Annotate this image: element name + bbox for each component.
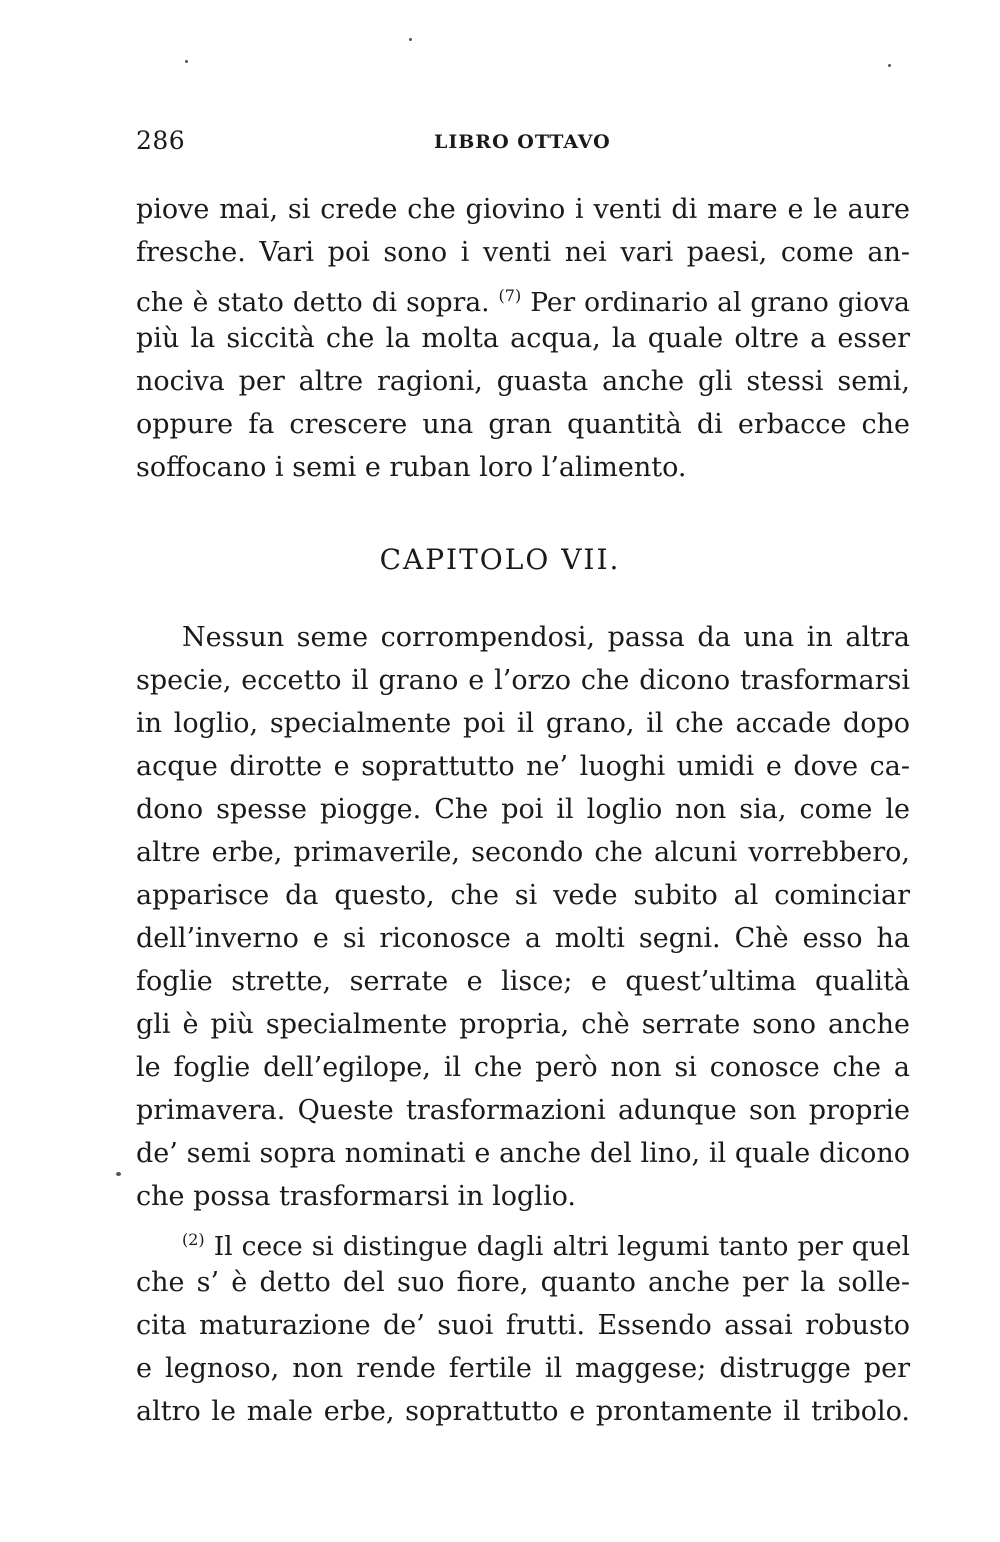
text-line: foglie strette, serrate e lisce; e quest’ultima qualità	[136, 966, 910, 997]
text-line: altre erbe, primaverile, secondo che alcuni vorrebbero,	[136, 837, 910, 868]
text-line: de’ semi sopra nominati e anche del lino, il quale dicono	[136, 1138, 910, 1169]
chapter-title: CAPITOLO VII.	[379, 543, 621, 576]
text-line: altro le male erbe, soprattutto e prontamente il tribolo.	[136, 1396, 910, 1427]
scan-speck	[185, 60, 188, 63]
text-line: piove mai, si crede che giovino i venti di mare e le aure	[136, 194, 910, 225]
text-line: in loglio, specialmente poi il grano, il che accade dopo	[136, 708, 910, 739]
text-line: nociva per altre ragioni, guasta anche gli stessi semi,	[136, 366, 910, 397]
text-line: e legnoso, non rende fertile il maggese; distrugge per	[136, 1353, 910, 1384]
footnote-marker: (7)	[498, 286, 522, 305]
scan-speck	[409, 38, 412, 41]
text-segment: che è stato detto di sopra.	[136, 287, 490, 318]
text-line: che s’ è detto del suo fiore, quanto anche per la solle-	[136, 1267, 910, 1298]
text-line: che possa trasformarsi in loglio.	[136, 1181, 576, 1212]
page-header	[0, 126, 1000, 166]
scan-speck	[116, 1172, 121, 1176]
text-line: cita maturazione de’ suoi frutti. Essendo assai robusto	[136, 1310, 910, 1341]
footnote-marker: (2)	[182, 1230, 205, 1249]
text-line: Nessun seme corrompendosi, passa da una in altra	[182, 622, 910, 653]
text-line: specie, eccetto il grano e l’orzo che dicono trasformarsi	[136, 665, 910, 696]
scan-speck	[888, 64, 891, 67]
running-title: LIBRO OTTAVO	[434, 131, 611, 153]
text-line	[182, 1220, 910, 1260]
text-segment: Per ordinario al grano giova	[530, 287, 910, 318]
page-number: 286	[136, 126, 186, 155]
text-line: gli è più specialmente propria, chè serrate sono anche	[136, 1009, 910, 1040]
text-line: dono spesse piogge. Che poi il loglio non sia, come le	[136, 794, 910, 825]
text-line: primavera. Queste trasformazioni adunque son proprie	[136, 1095, 910, 1126]
text-line: dell’inverno e si riconosce a molti segni. Chè esso ha	[136, 923, 910, 954]
text-line	[136, 276, 910, 316]
text-line: soffocano i semi e ruban loro l’alimento.	[136, 452, 687, 483]
text-segment: Il cece si distingue dagli altri legumi tanto per quel	[213, 1231, 910, 1262]
text-line: oppure fa crescere una gran quantità di erbacce che	[136, 409, 910, 440]
text-line: fresche. Vari poi sono i venti nei vari paesi, come an-	[136, 237, 910, 268]
text-line: le foglie dell’egilope, il che però non si conosce che a	[136, 1052, 910, 1083]
text-line: apparisce da questo, che si vede subito al cominciar	[136, 880, 910, 911]
text-line: acque dirotte e soprattutto ne’ luoghi umidi e dove ca-	[136, 751, 910, 782]
text-line: più la siccità che la molta acqua, la quale oltre a esser	[136, 323, 910, 354]
